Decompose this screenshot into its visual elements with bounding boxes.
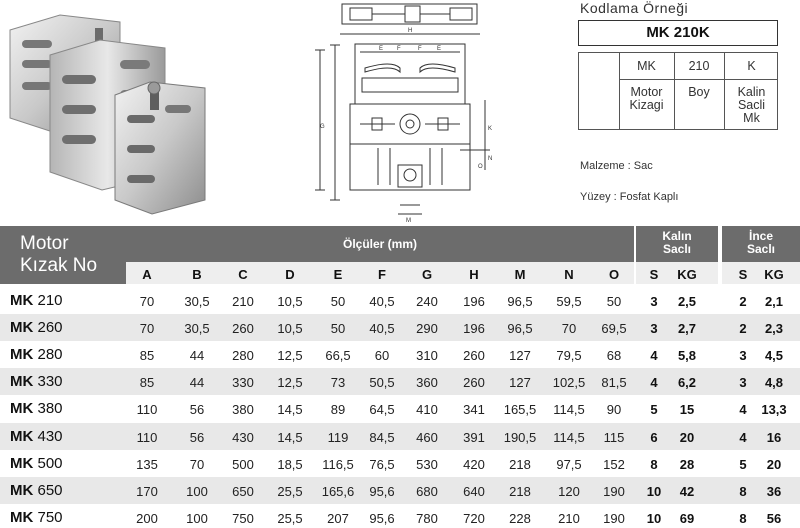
model-number: MK 330	[10, 373, 63, 390]
model-number: MK 650	[10, 482, 63, 499]
table-row	[0, 287, 800, 314]
column-header-e: E	[333, 267, 343, 282]
table-row	[0, 341, 800, 368]
table-cell: 56	[766, 511, 782, 526]
table-cell: 430	[232, 430, 254, 445]
table-cell: 190	[603, 484, 625, 499]
table-cell: 4	[650, 348, 658, 363]
table-cell: 60	[374, 348, 390, 363]
table-cell: 200	[136, 511, 158, 526]
table-cell: 640	[463, 484, 485, 499]
table-cell: 69,5	[601, 321, 627, 336]
table-cell: 500	[232, 457, 254, 472]
table-cell: 30,5	[184, 294, 210, 309]
table-cell: 40,5	[369, 294, 395, 309]
svg-text:K: K	[488, 126, 493, 132]
table-cell: 127	[509, 375, 531, 390]
table-cell: 280	[232, 348, 254, 363]
table-cell: 190	[603, 511, 625, 526]
svg-text:M: M	[406, 218, 411, 224]
table-cell: 30,5	[184, 321, 210, 336]
table-cell: 380	[232, 402, 254, 417]
product-photo	[0, 0, 255, 226]
column-header-s: S	[649, 267, 659, 282]
table-cell: 76,5	[369, 457, 395, 472]
table-cell: 10,5	[277, 321, 303, 336]
table-cell: 90	[606, 402, 622, 417]
table-cell: 218	[509, 484, 531, 499]
table-cell: 2	[739, 321, 747, 336]
table-cell: 260	[232, 321, 254, 336]
table-cell: 3	[739, 375, 747, 390]
code-desc-k: Kalin Sacli Mk	[737, 85, 766, 125]
column-header-b: B	[192, 267, 202, 282]
column-header-c: C	[238, 267, 248, 282]
column-header-m: M	[514, 267, 526, 282]
table-row	[0, 395, 800, 422]
table-cell: 95,6	[369, 511, 395, 526]
column-header-d: D	[285, 267, 295, 282]
table-cell: 2,5	[677, 294, 697, 309]
table-cell: 8	[739, 484, 747, 499]
table-cell: 102,5	[552, 375, 586, 390]
column-header-g: G	[421, 267, 433, 282]
table-cell: 10	[646, 484, 662, 499]
column-header-h: H	[469, 267, 479, 282]
table-cell: 14,5	[277, 402, 303, 417]
table-cell: 2,3	[764, 321, 784, 336]
column-header-kg: KG	[677, 267, 697, 282]
dimensions-table	[0, 226, 800, 528]
column-header-n: N	[564, 267, 574, 282]
table-cell: 36	[766, 484, 782, 499]
table-cell: 81,5	[601, 375, 627, 390]
table-cell: 12,5	[277, 348, 303, 363]
model-column-header: Motor Kızak No	[0, 226, 126, 284]
table-cell: 16	[766, 430, 782, 445]
table-cell: 44	[189, 348, 205, 363]
coding-example	[575, 0, 800, 226]
table-cell: 70	[561, 321, 577, 336]
table-cell: 10,5	[277, 294, 303, 309]
table-cell: 15	[679, 402, 695, 417]
table-cell: 42	[679, 484, 695, 499]
svg-text:N: N	[488, 156, 493, 162]
table-cell: 79,5	[556, 348, 582, 363]
table-cell: 110	[136, 402, 158, 417]
table-cell: 20	[679, 430, 695, 445]
table-cell: 6,2	[677, 375, 697, 390]
table-cell: 84,5	[369, 430, 395, 445]
model-number: MK 750	[10, 509, 63, 526]
table-cell: 196	[463, 294, 485, 309]
table-row	[0, 423, 800, 450]
table-cell: 2,7	[677, 321, 697, 336]
table-cell: 4,5	[764, 348, 784, 363]
table-cell: 5	[650, 402, 658, 417]
column-header-f: F	[378, 267, 386, 282]
table-cell: 420	[463, 457, 485, 472]
table-cell: 89	[330, 402, 346, 417]
table-cell: 116,5	[322, 457, 354, 472]
table-cell: 28	[679, 457, 695, 472]
table-cell: 96,5	[507, 321, 533, 336]
table-cell: 100	[186, 484, 208, 499]
table-cell: 40,5	[369, 321, 395, 336]
table-cell: 50	[330, 321, 346, 336]
table-row	[0, 368, 800, 395]
table-cell: 70	[139, 294, 155, 309]
table-cell: 119	[327, 430, 349, 445]
model-number: MK 500	[10, 455, 63, 472]
table-row	[0, 450, 800, 477]
table-cell: 135	[136, 457, 158, 472]
table-cell: 50,5	[369, 375, 395, 390]
code-desc-mk: Motor Kizagi	[629, 85, 664, 112]
table-cell: 70	[189, 457, 205, 472]
code-part-size: 210	[688, 59, 710, 73]
coding-title: Kodlama Örneği	[580, 0, 689, 16]
table-cell: 18,5	[277, 457, 303, 472]
table-cell: 3	[650, 321, 658, 336]
table-cell: 196	[463, 321, 485, 336]
svg-text:E: E	[379, 46, 384, 52]
table-cell: 4	[650, 375, 658, 390]
table-cell: 218	[509, 457, 531, 472]
model-number: MK 210	[10, 292, 63, 309]
code-desc-size: Boy	[688, 85, 710, 99]
table-cell: 460	[416, 430, 438, 445]
column-header-o: O	[608, 267, 620, 282]
code-breakdown-grid	[578, 52, 778, 130]
table-cell: 650	[232, 484, 254, 499]
table-cell: 114,5	[553, 402, 585, 417]
table-cell: 12,5	[277, 375, 303, 390]
table-cell: 25,5	[277, 484, 303, 499]
table-cell: 410	[416, 402, 438, 417]
table-cell: 50	[330, 294, 346, 309]
table-cell: 96,5	[507, 294, 533, 309]
code-part-k: K	[747, 59, 756, 73]
table-cell: 66,5	[325, 348, 351, 363]
table-cell: 680	[416, 484, 438, 499]
table-cell: 260	[463, 375, 485, 390]
table-cell: 360	[416, 375, 438, 390]
table-cell: 260	[463, 348, 485, 363]
model-number: MK 430	[10, 428, 63, 445]
table-cell: 110	[136, 430, 158, 445]
table-cell: 152	[603, 457, 625, 472]
table-cell: 64,5	[369, 402, 395, 417]
table-cell: 95,6	[369, 484, 395, 499]
svg-text:E: E	[437, 46, 442, 52]
table-cell: 114,5	[553, 430, 585, 445]
table-cell: 8	[650, 457, 658, 472]
table-cell: 4,8	[764, 375, 784, 390]
table-cell: 4	[739, 430, 747, 445]
material-text: Malzeme : Sac	[580, 160, 653, 172]
table-cell: 120	[558, 484, 580, 499]
code-part-mk: MK	[637, 59, 656, 73]
table-cell: 530	[416, 457, 438, 472]
table-cell: 210	[232, 294, 254, 309]
table-cell: 56	[189, 430, 205, 445]
table-row	[0, 477, 800, 504]
table-row	[0, 314, 800, 341]
column-header-a: A	[142, 267, 152, 282]
table-cell: 720	[463, 511, 485, 526]
table-cell: 780	[416, 511, 438, 526]
dimensions-header: Ölçüler (mm)	[126, 226, 634, 262]
table-cell: 170	[136, 484, 158, 499]
table-cell: 10	[646, 511, 662, 526]
dim-label-h: H	[408, 28, 413, 34]
table-cell: 190,5	[503, 430, 537, 445]
table-cell: 391	[463, 430, 485, 445]
table-cell: 14,5	[277, 430, 303, 445]
thin-sheet-header: İnce Saclı	[722, 226, 800, 262]
thick-sheet-header: Kalın Saclı	[636, 226, 718, 262]
technical-drawing	[300, 0, 515, 226]
table-cell: 85	[139, 375, 155, 390]
table-cell: 8	[739, 511, 747, 526]
table-cell: 20	[766, 457, 782, 472]
table-cell: 3	[650, 294, 658, 309]
table-cell: 50	[606, 294, 622, 309]
table-cell: 115	[603, 430, 625, 445]
column-header-s: S	[738, 267, 748, 282]
table-cell: 68	[606, 348, 622, 363]
table-cell: 13,3	[761, 402, 787, 417]
table-cell: 25,5	[277, 511, 303, 526]
table-cell: 59,5	[556, 294, 582, 309]
model-number: MK 380	[10, 400, 63, 417]
table-cell: 5	[739, 457, 747, 472]
table-cell: 3	[739, 348, 747, 363]
model-number: MK 280	[10, 346, 63, 363]
table-cell: 2,1	[764, 294, 784, 309]
table-cell: 4	[739, 402, 747, 417]
table-cell: 210	[558, 511, 580, 526]
table-cell: 228	[509, 511, 531, 526]
table-cell: 69	[679, 511, 695, 526]
table-cell: 341	[463, 402, 485, 417]
table-cell: 750	[232, 511, 254, 526]
table-cell: 44	[189, 375, 205, 390]
table-cell: 290	[416, 321, 438, 336]
table-cell: 100	[186, 511, 208, 526]
table-row	[0, 504, 800, 528]
svg-text:F: F	[397, 46, 401, 52]
table-cell: 240	[416, 294, 438, 309]
svg-text:F: F	[418, 46, 422, 52]
table-cell: 73	[330, 375, 346, 390]
table-cell: 85	[139, 348, 155, 363]
model-number: MK 260	[10, 319, 63, 336]
table-cell: 165,6	[321, 484, 355, 499]
table-cell: 310	[416, 348, 438, 363]
table-cell: 165,5	[503, 402, 537, 417]
table-cell: 6	[650, 430, 658, 445]
table-cell: 2	[739, 294, 747, 309]
table-cell: 5,8	[677, 348, 697, 363]
svg-text:G: G	[320, 124, 325, 130]
column-header-kg: KG	[764, 267, 784, 282]
table-cell: 97,5	[556, 457, 582, 472]
code-example-box: MK 210K	[578, 20, 778, 46]
table-cell: 207	[327, 511, 349, 526]
surface-text: Yüzey : Fosfat Kaplı	[580, 191, 679, 203]
table-cell: 56	[189, 402, 205, 417]
table-cell: 330	[232, 375, 254, 390]
table-cell: 70	[139, 321, 155, 336]
table-cell: 127	[509, 348, 531, 363]
svg-text:O: O	[478, 164, 483, 170]
